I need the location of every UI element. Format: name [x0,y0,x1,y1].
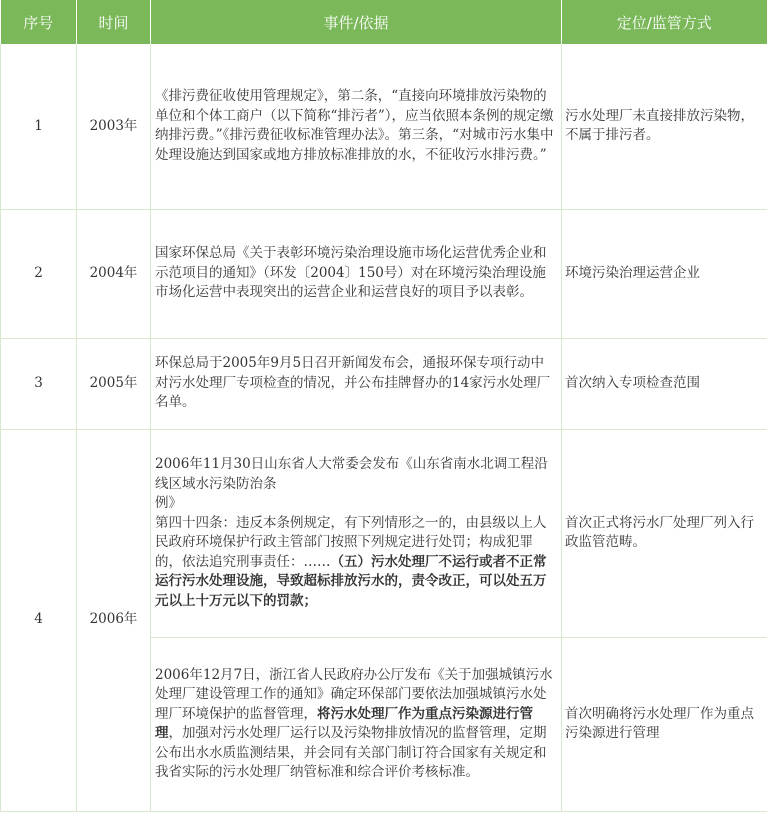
row-event-shandong [151,429,562,637]
row-index: 4 [1,429,77,811]
row-year: 2003年 [77,44,151,209]
row-index: 3 [1,338,77,429]
event-shandong-highlight: （五）污水处理厂不运行或者不正常运行污水处理设施，导致超标排放污水的，责令改正，可以处五万元以上十万元以下的罚款； [155,553,547,609]
table-row [1,338,767,429]
header-event: 事件/依据 [151,0,562,44]
row-method: 环境污染治理运营企业 [562,209,767,338]
row-method-zhejiang: 首次明确将污水处理厂作为重点污染源进行管理 [562,637,767,811]
row-method: 污水处理厂未直接排放污染物，不属于排污者。 [562,44,767,209]
row-event: 环保总局于2005年9月5日召开新闻发布会，通报环保专项行动中对污水处理厂专项检查的情况，并公布挂牌督办的14家污水处理厂名单。 [151,338,562,429]
event-shandong-title-line1: 2006年11月30日山东省人大常委会发布《山东省南水北调工程沿线区域水污染防治条 [155,456,548,492]
row-event-zhejiang [151,637,562,811]
table-header-row [1,0,767,44]
event-zhejiang-text-2: ，加强对污水处理厂运行以及污染物排放情况的监督管理，定期公布出水水质监测结果，并会同有关部门制订符合国家有关规定和我省实际的污水处理厂纳管标准和综合评价考核标准。 [155,725,547,780]
table-row [1,44,767,209]
row-event: 国家环保总局《关于表彰环境污染治理设施市场化运营优秀企业和示范项目的通知》（环发〔2004〕150号）对在环境污染治理设施市场化运营中表现突出的运营企业和运营良好的项目予以表彰。 [151,209,562,338]
header-index: 序号 [1,0,77,44]
row-method-shandong: 首次正式将污水厂处理厂列入行政监管范畴。 [562,429,767,637]
table-row [1,429,767,637]
header-method: 定位/监管方式 [562,0,767,44]
row-year: 2006年 [77,429,151,811]
row-event: 《排污费征收使用管理规定》，第二条，“直接向环境排放污染物的单位和个体工商户（以下简称“排污者”），应当依照本条例的规定缴纳排污费。”《排污费征收标准管理办法》。第三条，“对城市污水集中处理设施达到国家或地方排放标准排放的水，不征收污水排污费。” [151,44,562,209]
row-index: 2 [1,209,77,338]
row-method: 首次纳入专项检查范围 [562,338,767,429]
row-year: 2005年 [77,338,151,429]
header-time: 时间 [77,0,151,44]
event-zhejiang-highlight: 将污水处理厂作为重点污染源进行管理 [155,705,533,741]
event-shandong-title-line2: 例》 [155,495,182,511]
table-row [1,209,767,338]
row-index: 1 [1,44,77,209]
row-year: 2004年 [77,209,151,338]
event-zhejiang-text-1: 2006年12月7日，浙江省人民政府办公厅发布《关于加强城镇污水处理厂建设管理工作的通知》确定环保部门要依法加强城镇污水处理厂环境保护的监督管理， [155,666,553,722]
event-shandong-article: 第四十四条：违反本条例规定，有下列情形之一的，由县级以上人民政府环境保护行政主管部门按照下列规定进行处罚；构成犯罪的，依法追究刑事责任：…… [155,514,547,570]
